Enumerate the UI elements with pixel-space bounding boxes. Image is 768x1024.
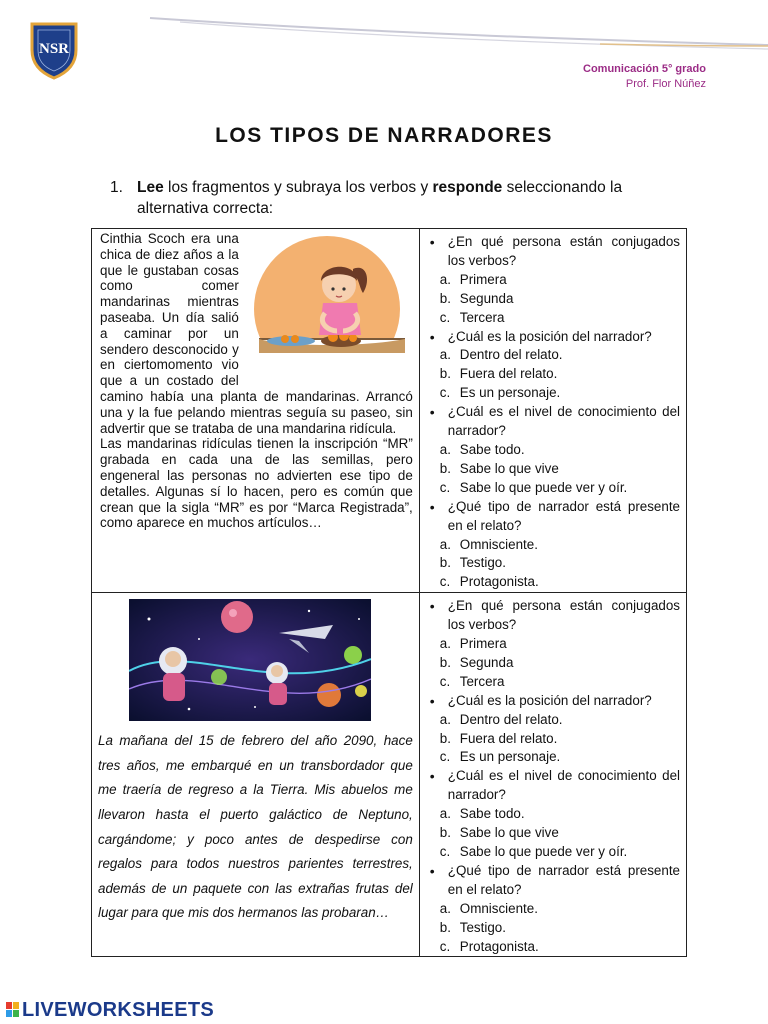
option-2-4-a[interactable] [426, 900, 680, 919]
option-letter: a. [439, 347, 451, 363]
option-1-2-b[interactable] [426, 365, 680, 384]
option-text: Tercera [459, 673, 505, 689]
option-text: Fuera del relato. [459, 366, 558, 382]
option-text: Sabe lo que puede ver y oír. [459, 844, 628, 859]
liveworksheets-brand: LIVEWORKSHEETS [22, 998, 214, 1021]
option-letter: a. [439, 536, 451, 552]
option-1-3-a[interactable] [426, 441, 680, 460]
header-swoosh-decoration [0, 0, 768, 70]
option-1-2-a[interactable] [426, 346, 680, 365]
option-1-4-a[interactable] [426, 536, 680, 555]
story-1-paragraph-1: Cinthia Scoch era una chica de diez años a la que le gustaban cosas como comer mandarinas mientras paseaba. Un día salió a caminar por un sendero desconocido y en ciertomomento vio que a un costado del camino había una planta de mandarinas. Arrancó una y la fue pelando mientras seguía su paseo, sin advertir que se trataba de una mandarina ridícula. [100, 231, 413, 436]
option-letter: c. [439, 673, 451, 689]
option-text: Dentro del relato. [459, 347, 563, 363]
option-letter: a. [439, 271, 451, 287]
option-2-3-a[interactable] [426, 805, 680, 824]
option-letter: c. [439, 749, 451, 765]
option-text: Sabe todo. [459, 441, 525, 457]
liveworksheets-logo-icon [6, 1002, 20, 1018]
option-letter: b. [439, 654, 451, 670]
option-text: Protagonista. [459, 938, 539, 954]
option-2-4-b[interactable] [426, 919, 680, 938]
option-text: Tercera [459, 309, 505, 325]
option-letter: a. [439, 806, 451, 822]
option-2-4-c[interactable] [426, 938, 680, 957]
logo-text: NSR [38, 41, 70, 57]
option-letter: b. [439, 366, 451, 382]
liveworksheets-footer[interactable] [6, 997, 214, 1023]
option-text: Testigo. [459, 919, 506, 935]
course-label: Comunicación 5° grado [583, 63, 706, 75]
option-letter: c. [439, 309, 451, 325]
option-text: Protagonista. [459, 574, 539, 590]
option-text: Segunda [459, 290, 514, 306]
option-1-3-b[interactable] [426, 460, 680, 479]
instruction-number: 1. [110, 179, 123, 196]
story-2-paragraph: La mañana del 15 de febrero del año 2090, hace tres años, me embarqué en un transbordador que me traería de regreso a la Tierra. Mis abuelos me llevaron hasta el puerto galáctico de Neptuno, cargándome; y poco antes de despedirse con regalos para todos nuestros parientes terrestres, además de un paquete con las extrañas frutas del lugar para que mis dos hermanos las probaran… [98, 733, 413, 921]
option-text: Sabe lo que vive [459, 460, 559, 476]
question-1-2: • ¿Cuál es la posición del narrador? [426, 328, 680, 347]
question-1-4: • ¿Qué tipo de narrador está presente en el relato? [426, 498, 680, 536]
question-2-1: • ¿En qué persona están conjugados los verbos? [426, 597, 680, 635]
option-letter: c. [439, 844, 451, 859]
instruction-text-part1: los fragmentos y subraya los verbos y [163, 179, 433, 196]
story-cell-1 [92, 229, 420, 593]
option-text: Fuera del relato. [459, 730, 558, 746]
option-text: Es un personaje. [459, 385, 561, 401]
option-2-3-c[interactable] [426, 843, 680, 862]
option-2-3-b[interactable] [426, 824, 680, 843]
questions-cell-2 [419, 593, 686, 957]
option-letter: c. [439, 574, 451, 590]
option-letter: a. [439, 441, 451, 457]
option-2-1-a[interactable] [426, 635, 680, 654]
option-letter: a. [439, 711, 451, 727]
worksheet-table [91, 228, 687, 957]
option-text: Omnisciente. [459, 900, 538, 916]
option-2-1-c[interactable] [426, 673, 680, 692]
option-letter: a. [439, 900, 451, 916]
story-1-paragraph-2: Las mandarinas ridículas tienen la inscripción “MR” grabada en cada una de las semillas, pero engeneral las personas no advierten ese tipo de detalles. Algunas sí lo hacen, pero es común que crean que la sigla “MR” es por “Marca Registrada”, como aparece en muchos artículos… [100, 436, 413, 531]
question-2-4: • ¿Qué tipo de narrador está presente en el relato? [426, 862, 680, 900]
option-2-2-a[interactable] [426, 711, 680, 730]
option-1-1-a[interactable] [426, 271, 680, 290]
option-letter: c. [439, 479, 451, 495]
teacher-label: Prof. Flor Núñez [625, 78, 706, 90]
option-letter: a. [439, 636, 451, 652]
option-1-4-c[interactable] [426, 573, 680, 592]
option-2-1-b[interactable] [426, 654, 680, 673]
question-1-1: • ¿En qué persona están conjugados los verbos? [426, 233, 680, 271]
astronauts-in-space-illustration [129, 599, 371, 721]
option-1-2-c[interactable] [426, 384, 680, 403]
instruction-bold-responde: responde [432, 179, 503, 196]
instruction-bold-lee: Lee [137, 179, 164, 196]
instruction-text-part2: seleccionando la alternativa correcta: [137, 179, 623, 217]
option-letter: b. [439, 460, 451, 476]
instruction-text [137, 177, 670, 219]
page-title: LOS TIPOS DE NARRADORES [215, 124, 553, 147]
questions-cell-1 [419, 229, 686, 593]
option-letter: c. [439, 385, 451, 401]
instruction [110, 177, 670, 219]
option-1-1-c[interactable] [426, 309, 680, 328]
question-2-2: • ¿Cuál es la posición del narrador? [426, 692, 680, 711]
question-list-2 [420, 593, 686, 956]
option-1-1-b[interactable] [426, 290, 680, 309]
worksheet-row-1 [92, 229, 687, 593]
option-text: Sabe lo que vive [459, 825, 559, 841]
option-2-2-c[interactable] [426, 748, 680, 767]
school-shield-logo [28, 20, 80, 80]
option-text: Sabe todo. [459, 806, 525, 822]
option-text: Omnisciente. [459, 536, 538, 552]
option-letter: b. [439, 290, 451, 306]
option-1-4-b[interactable] [426, 554, 680, 573]
option-text: Es un personaje. [459, 749, 561, 765]
option-letter: b. [439, 555, 451, 571]
option-letter: b. [439, 730, 451, 746]
question-2-3: • ¿Cuál es el nivel de conocimiento del narrador? [426, 767, 680, 805]
option-1-3-c[interactable] [426, 479, 680, 498]
option-text: Primera [459, 271, 507, 287]
header-info [583, 62, 706, 92]
story-cell-2 [92, 593, 420, 957]
question-list-1 [420, 229, 686, 592]
option-2-2-b[interactable] [426, 730, 680, 749]
option-letter: c. [439, 938, 451, 954]
worksheet-row-2 [92, 593, 687, 957]
option-text: Sabe lo que puede ver y oír. [459, 479, 628, 495]
girl-eating-mandarins-illustration [245, 235, 415, 387]
option-text: Testigo. [459, 555, 506, 571]
option-letter: b. [439, 825, 451, 841]
option-text: Segunda [459, 654, 514, 670]
option-text: Primera [459, 636, 507, 652]
option-text: Dentro del relato. [459, 711, 563, 727]
option-letter: b. [439, 919, 451, 935]
question-1-3: • ¿Cuál es el nivel de conocimiento del narrador? [426, 403, 680, 441]
